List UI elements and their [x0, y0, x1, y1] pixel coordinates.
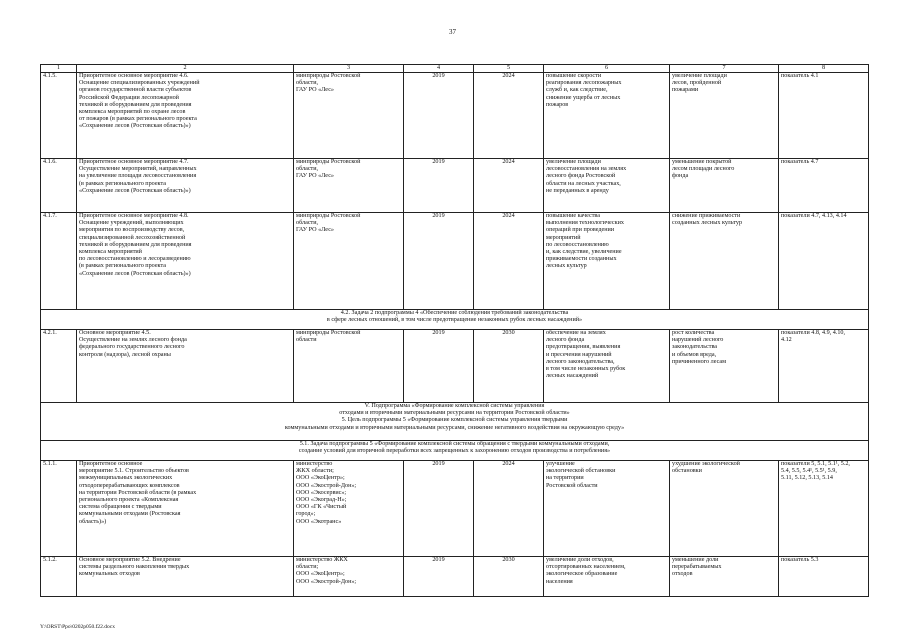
executor: минприроды Ростовской области, ГАУ РО «Лес» [294, 73, 404, 159]
item-number: 4.2.1. [41, 330, 77, 403]
item-number: 5.1.2. [41, 557, 77, 597]
end-year: 2024 [474, 73, 544, 159]
non-implementation-consequences: ухудшение экологической обстановки [670, 461, 779, 557]
expected-result: повышение скорости реагирования лесопожарных служб и, как следствие, снижение ущерба от лесных пожаров [544, 73, 670, 159]
related-indicators: показатель 4.7 [779, 159, 869, 213]
expected-result: обеспечение на землях лесного фонда предотвращения, выявления и пресечения нарушений лесного законодательства, в том числе незаконных рубок лесных насаждений [544, 330, 670, 403]
start-year: 2019 [404, 159, 474, 213]
non-implementation-consequences: снижение приживаемости созданных лесных культур [670, 213, 779, 310]
start-year: 2019 [404, 557, 474, 597]
measure-name: Приоритетное основное мероприятие 5.1. Строительство объектов межмуниципальных экологических отходоперерабатывающих комплексов на территории Ростовской области (в рамках регионального проекта «Комплексная система обращения с твердыми коммунальными отходами (Ростовская область)») [77, 461, 294, 557]
executor: минприроды Ростовской области, ГАУ РО «Лес» [294, 159, 404, 213]
column-number: 6 [544, 65, 670, 73]
expected-result: повышение качества выполнения технологических операций при проведении мероприятий по лесовосстановлению и, как следствие, увеличение приживаемости созданных лесных культур [544, 213, 670, 310]
related-indicators: показатели 4.7, 4.13, 4.14 [779, 213, 869, 310]
end-year: 2024 [474, 159, 544, 213]
end-year: 2024 [474, 213, 544, 310]
non-implementation-consequences: уменьшение покрытой лесом площади лесного фонда [670, 159, 779, 213]
related-indicators: показатели 4.8, 4.9, 4.10, 4.12 [779, 330, 869, 403]
section-row [41, 441, 869, 461]
non-implementation-consequences: увеличение площади лесов, пройденной пожарами [670, 73, 779, 159]
column-number: 3 [294, 65, 404, 73]
related-indicators: показатель 4.1 [779, 73, 869, 159]
executor: министерство ЖКХ области; ООО «ЭкоЦентр»; ООО «Экострой-Дон»; [294, 557, 404, 597]
table-row [41, 213, 869, 310]
task-heading: 5.1. Задача подпрограммы 5 «Формирование комплексной системы обращения с твердыми коммунальными отходами, создание условий для вторичной переработки всех запрещенных к захоронению отходов производства и потребления» [41, 441, 869, 461]
column-number: 8 [779, 65, 869, 73]
item-number: 4.1.7. [41, 213, 77, 310]
start-year: 2019 [404, 213, 474, 310]
non-implementation-consequences: рост количества нарушений лесного законодательства и объемов вреда, причиненного лесам [670, 330, 779, 403]
end-year: 2030 [474, 557, 544, 597]
table-row [41, 461, 869, 557]
expected-result: улучшение экологической обстановки на территории Ростовской области [544, 461, 670, 557]
end-year: 2024 [474, 461, 544, 557]
measure-name: Приоритетное основное мероприятие 4.6. Оснащение специализированных учреждений органов государственной власти субъектов Российской Федерации лесопожарной техникой и оборудованием для проведения комплекса мероприятий по охране лесов от пожаров (в рамках регионального проекта «Сохранение лесов (Ростовская область)») [77, 73, 294, 159]
subprogram-heading: V. Подпрограмма «Формирование комплексной системы управления отходами и вторичными материальными ресурсами на территории Ростовской области» 5. Цель подпрограммы 5 «Формирование комплексной системы управления твердыми коммунальными отходами и вторичными материальными ресурсами, снижение негативного воздействия на окружающую среду» [41, 403, 869, 441]
table-row [41, 330, 869, 403]
column-number: 1 [41, 65, 77, 73]
column-number: 4 [404, 65, 474, 73]
executor: минприроды Ростовской области, ГАУ РО «Лес» [294, 213, 404, 310]
measure-name: Приоритетное основное мероприятие 4.8. Оснащение учреждений, выполняющих мероприятия по воспроизводству лесов, специализированной лесохозяйственной техникой и оборудованием для проведения комплекса мероприятий по лесовосстановлению и лесоразведению (в рамках регионального проекта «Сохранение лесов (Ростовская область)») [77, 213, 294, 310]
related-indicators: показатель 5.3 [779, 557, 869, 597]
table-row [41, 159, 869, 213]
executor: министерство ЖКХ области; ООО «ЭкоЦентр»; ООО «Экострой-Дон»; ООО «Экосервис»; ООО «Экоград-Н»; ООО «ГК «Чистый город»; ООО «Экотранс» [294, 461, 404, 557]
start-year: 2019 [404, 330, 474, 403]
expected-result: увеличение доли отходов, отсортированных населением, экологическое образование населения [544, 557, 670, 597]
column-number: 7 [670, 65, 779, 73]
executor: минприроды Ростовской области [294, 330, 404, 403]
item-number: 4.1.5. [41, 73, 77, 159]
section-row [41, 403, 869, 441]
column-number: 2 [77, 65, 294, 73]
measure-name: Приоритетное основное мероприятие 4.7. Осуществление мероприятий, направленных на увеличение площади лесовосстановления (в рамках регионального проекта «Сохранение лесов (Ростовская область)») [77, 159, 294, 213]
footer-file-path: Y:\ORST\Ppo\0202p050.f22.docx [40, 624, 115, 630]
section-row [41, 310, 869, 330]
measures-table [40, 64, 869, 597]
column-number: 5 [474, 65, 544, 73]
expected-result: увеличение площади лесовосстановления на землях лесного фонда Ростовской области на лесных участках, не переданных в аренду [544, 159, 670, 213]
item-number: 5.1.1. [41, 461, 77, 557]
related-indicators: показатели 5, 5.1, 5.1¹, 5.2, 5.4, 5.5, 5.4¹, 5.5¹, 5.9, 5.11, 5.12, 5.13, 5.14 [779, 461, 869, 557]
task-heading: 4.2. Задача 2 подпрограммы 4 «Обеспечение соблюдения требований законодательства в сфере лесных отношений, в том числе предотвращение незаконных рубок лесных насаждений» [41, 310, 869, 330]
table-row [41, 73, 869, 159]
item-number: 4.1.6. [41, 159, 77, 213]
non-implementation-consequences: уменьшение доли перерабатываемых отходов [670, 557, 779, 597]
measure-name: Основное мероприятие 5.2. Внедрение системы раздельного накопления твердых коммунальных отходов [77, 557, 294, 597]
end-year: 2030 [474, 330, 544, 403]
start-year: 2019 [404, 461, 474, 557]
start-year: 2019 [404, 73, 474, 159]
page-number: 37 [449, 28, 456, 36]
measure-name: Основное мероприятие 4.5. Осуществление на землях лесного фонда федерального государственного лесного контроля (надзора), лесной охраны [77, 330, 294, 403]
column-numbers-row [41, 65, 869, 73]
table-row [41, 557, 869, 597]
